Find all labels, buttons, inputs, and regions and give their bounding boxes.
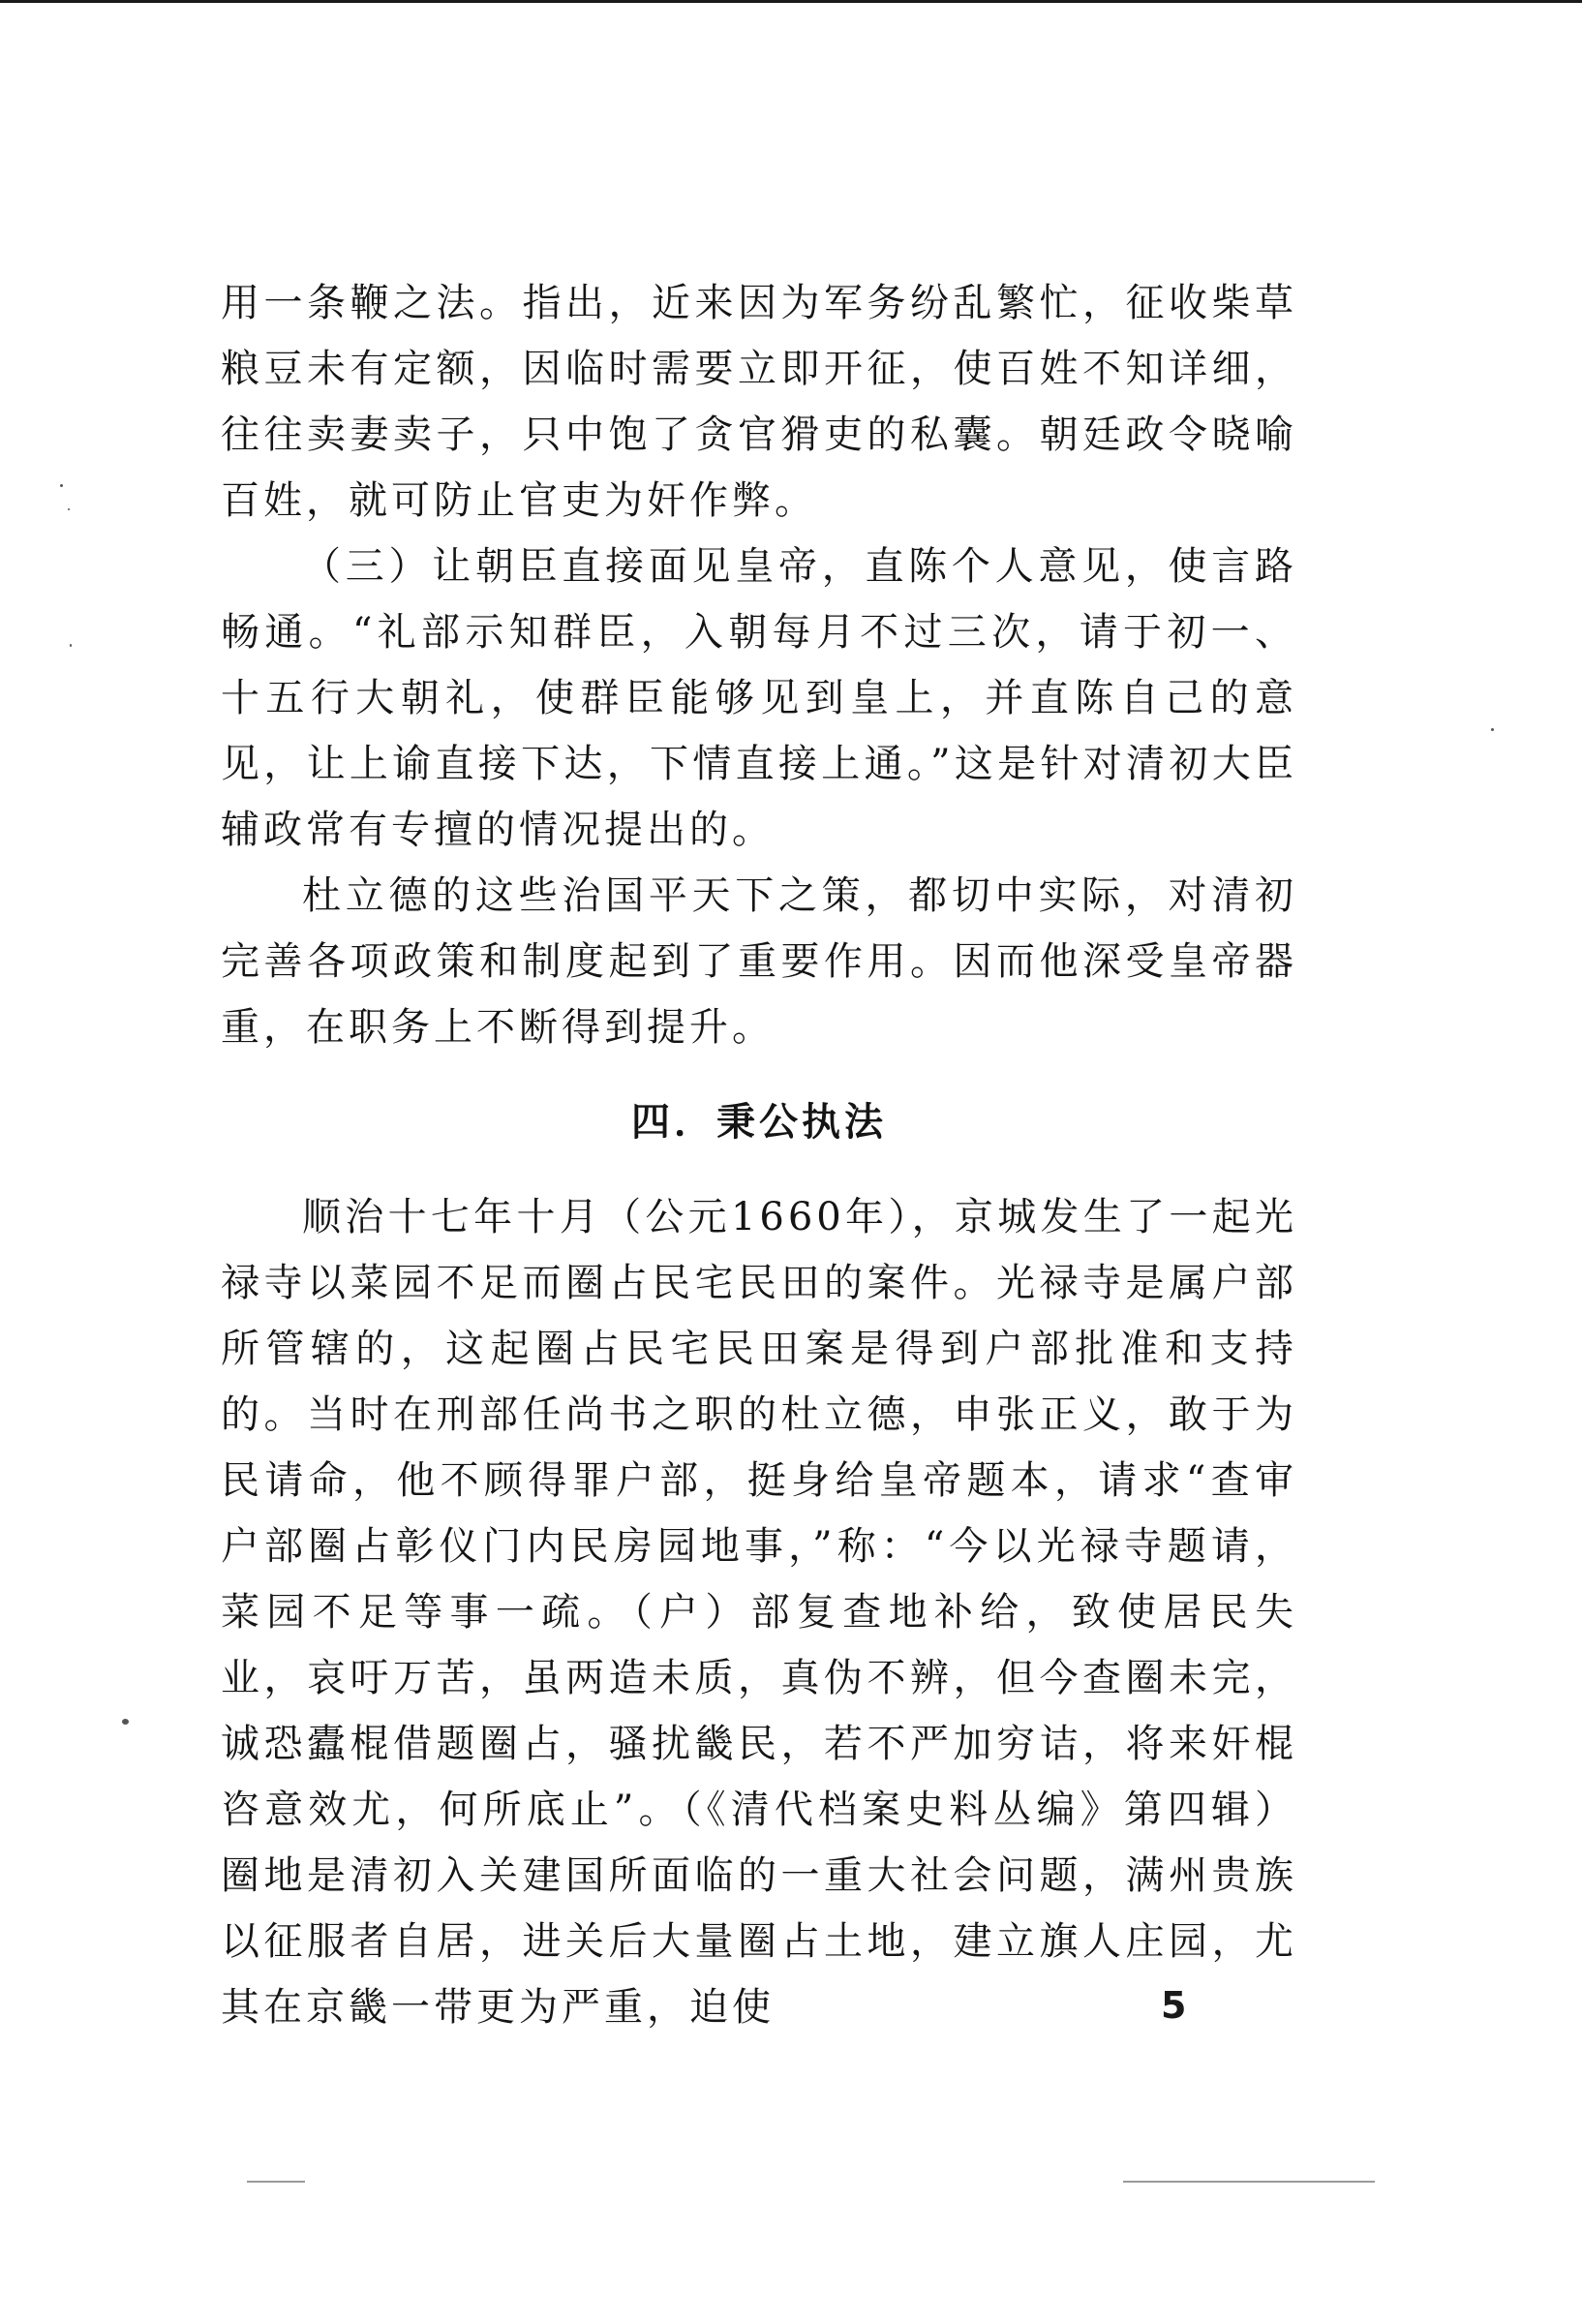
scan-speck <box>70 644 72 647</box>
paragraph-3: 杜立德的这些治国平天下之策，都切中实际，对清初完善各项政策和制度起到了重要作用。因而他深受皇帝器重，在职务上不断得到提升。 <box>221 873 1297 1050</box>
scan-speck <box>122 1719 129 1725</box>
scan-speck <box>1491 728 1494 731</box>
paragraph-4: 顺治十七年十月（公元1660年），京城发生了一起光禄寺以菜园不足而圈占民宅民田的案件。光禄寺是属户部所管辖的，这起圈占民宅民田案是得到户部批准和支持的。当时在刑部任尚书之职的杜立德，申张正义，敢于为民请命，他不顾得罪户部，挺身给皇帝题本，请求“查审户部圈占彰仪门内民房园地事，”称：“今以光禄寺题请，菜园不足等事一疏。（户）部复查地补给，致使居民失业，哀吁万苦，虽两造未质，真伪不辨，但今查圈未完，诚恐蠹棍借题圈占，骚扰畿民，若不严加穷诘，将来奸棍咨意效尤，何所底止”。（《清代档案史料丛编》第四辑）圈地是清初入关建国所面临的一重大社会问题，满州贵族以征服者自居，进关后大量圈占土地，建立旗人庄园，尤其在京畿一带更为严重，迫使 <box>221 1195 1297 2030</box>
paragraph-2: （三）让朝臣直接面见皇帝，直陈个人意见，使言路畅通。“礼部示知群臣，入朝每月不过三次，请于初一、十五行大朝礼，使群臣能够见到皇上，并直陈自己的意见，让上谕直接下达，下情直接上通。”这是针对清初大臣辅政常有专擅的情况提出的。 <box>221 544 1297 852</box>
page-number: 5 <box>1161 1984 1187 2027</box>
page-body <box>221 270 1297 2040</box>
scan-speck <box>60 484 63 487</box>
section-heading: 四．秉公执法 <box>631 1100 887 1145</box>
scan-smudge <box>247 2181 305 2183</box>
scan-speck <box>68 508 70 510</box>
scan-smudge <box>1123 2181 1375 2183</box>
top-edge-line <box>0 0 1582 3</box>
paragraph-1: 用一条鞭之法。指出，近来因为军务纷乱繁忙，征收柴草粮豆未有定额，因临时需要立即开征，使百姓不知详细，往往卖妻卖子，只中饱了贪官猾吏的私囊。朝廷政令晓喻百姓，就可防止官吏为奸作弊。 <box>221 281 1297 523</box>
